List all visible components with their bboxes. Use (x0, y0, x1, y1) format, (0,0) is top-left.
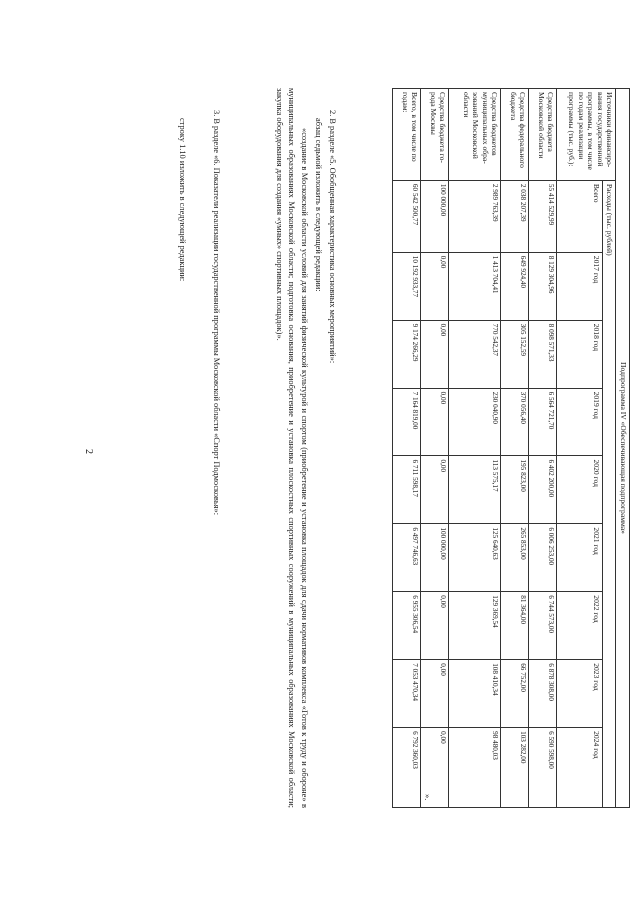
value-cell: 81 364,00 (501, 592, 529, 660)
value-cell: 8 098 571,33 (529, 320, 557, 388)
value-cell: 6 590 598,00 (529, 728, 557, 808)
year-header: 2018 год (557, 320, 603, 388)
value-cell: 8 129 304,96 (529, 252, 557, 320)
item-2-heading: 2. В разделе «5. Обобщенная характеристика основных мероприятий»: (328, 110, 337, 364)
row-label: Всего, в том числе по годам: (393, 89, 421, 181)
value-cell: 195 823,00 (501, 456, 529, 524)
year-header: Всего (557, 180, 603, 252)
value-cell: 770 542,37 (449, 320, 501, 388)
value-cell: 55 414 529,99 (529, 180, 557, 252)
value-cell: 100 000,00 (421, 180, 449, 252)
year-header: 2023 год (557, 660, 603, 728)
year-header: 2021 год (557, 524, 603, 592)
value-cell: 98 480,03 (449, 728, 501, 808)
value-cell: 6 744 573,00 (529, 592, 557, 660)
table-row (393, 89, 421, 808)
page-number: 2 (83, 449, 94, 454)
value-cell: 7 053 470,34 (393, 660, 421, 728)
value-cell: 6 006 253,00 (529, 524, 557, 592)
value-cell: 0,00 (421, 728, 449, 808)
value-cell: 370 056,40 (501, 388, 529, 456)
value-cell: 113 575,17 (449, 456, 501, 524)
value-cell: 0,00 (421, 660, 449, 728)
closing-quote-mark: ». (423, 794, 432, 801)
value-cell: 125 640,63 (449, 524, 501, 592)
value-cell: 6 402 200,00 (529, 456, 557, 524)
value-cell: 66 752,00 (501, 660, 529, 728)
table-row (449, 89, 501, 808)
value-cell: 1 413 704,41 (449, 252, 501, 320)
value-cell: 649 924,40 (501, 252, 529, 320)
value-cell: 0,00 (421, 592, 449, 660)
item-3-subheading: строку 1.10 изложить в следующей редакции: (178, 118, 187, 282)
row-label: Средства бюджетов муниципальных обра-зований Московской области (449, 89, 501, 181)
value-cell: 6 497 746,63 (393, 524, 421, 592)
year-header: 2017 год (557, 252, 603, 320)
year-header: 2019 год (557, 388, 603, 456)
row-label: Средства бюджета Московской области (529, 89, 557, 181)
value-cell: 6 955 306,54 (393, 592, 421, 660)
year-header: 2024 год (557, 728, 603, 808)
value-cell: 0,00 (421, 320, 449, 388)
row-label: Средства бюджета го-рода Москвы (421, 89, 449, 181)
value-cell: 7 164 819,00 (393, 388, 421, 456)
item-2-quoted-paragraph: «создание в Московской области условий для занятий физической культурой и спортом (приобретение и установка площадок для сдачи нормативов комплекса «Готов к труду и обороне» в муниципальных образованиях Московской области; подготовка основания, приобретение и установка плоскостных спортивных сооружений в муниципальных образованиях Московской области; закупка оборудования для создания «умных» спортивных площадок)». (275, 88, 309, 808)
subprogram-title: Подпрограмма IV «Обеспечивающая подпрограмма» (616, 89, 630, 808)
value-cell: 6 878 308,00 (529, 660, 557, 728)
year-header: 2022 год (557, 592, 603, 660)
value-cell: 2 038 207,39 (501, 180, 529, 252)
year-header: 2020 год (557, 456, 603, 524)
value-cell: 6 564 721,70 (529, 388, 557, 456)
rotated-page-content (70, 88, 630, 808)
item-3-heading: 3. В разделе «6. Показатели реализации государственной программы Московской области «Спорт Подмосковья»: (212, 110, 221, 516)
value-cell: 0,00 (421, 456, 449, 524)
value-cell: 0,00 (421, 252, 449, 320)
row-label: Средства федерального бюджета (501, 89, 529, 181)
table-row (421, 89, 449, 808)
expenses-column-header: Расходы (тыс. рублей) (603, 180, 616, 807)
value-cell: 2 989 763,39 (449, 180, 501, 252)
value-cell: 10 192 933,77 (393, 252, 421, 320)
table-row (529, 89, 557, 808)
value-cell: 265 853,00 (501, 524, 529, 592)
value-cell: 6 792 360,03 (393, 728, 421, 808)
value-cell: 9 174 266,29 (393, 320, 421, 388)
value-cell: 60 542 500,77 (393, 180, 421, 252)
source-column-header: Источники финансиро-вания государственной программы, в том числе по годам реализации программы (тыс. руб.): (557, 89, 616, 181)
value-cell: 6 711 598,17 (393, 456, 421, 524)
value-cell: 100 000,00 (421, 524, 449, 592)
value-cell: 230 040,90 (449, 388, 501, 456)
value-cell: 0,00 (421, 388, 449, 456)
table-row (501, 89, 529, 808)
value-cell: 108 410,34 (449, 660, 501, 728)
value-cell: 129 369,54 (449, 592, 501, 660)
value-cell: 305 152,59 (501, 320, 529, 388)
financing-table (392, 88, 630, 808)
value-cell: 103 282,00 (501, 728, 529, 808)
item-2-subheading: абзац седьмой изложить в следующей редакции: (314, 118, 323, 292)
